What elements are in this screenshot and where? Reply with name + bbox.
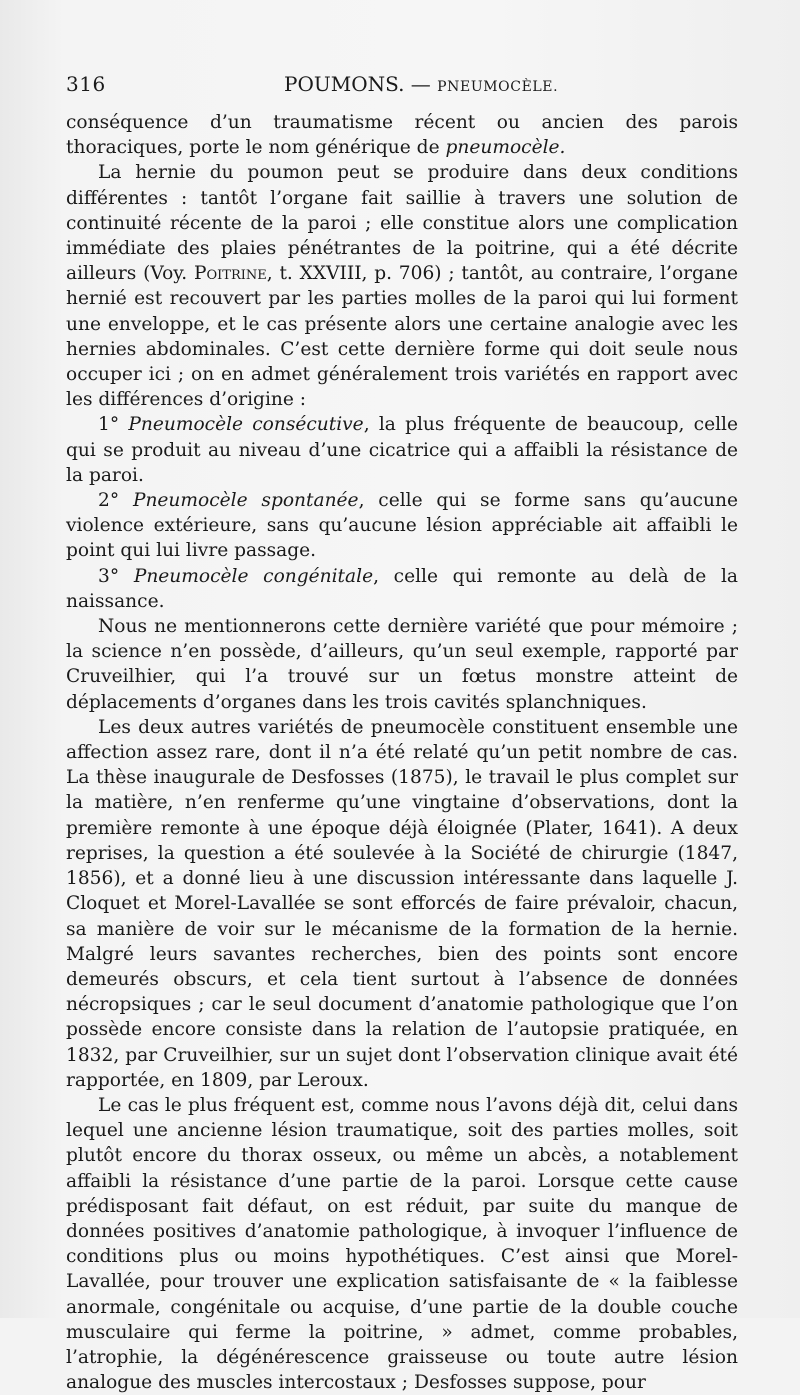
list-item-2: 2° Pneumocèle spontanée, celle qui se forme sans qu’aucune violence extérieure, sans qu’aucune lésion appréciable ait affaibli le point qui lui livre passage.	[66, 490, 738, 562]
cross-reference: Poitrine	[194, 263, 267, 285]
body-text	[66, 110, 738, 1395]
running-title-dash: —	[404, 72, 438, 96]
paragraph-5: Le cas le plus fréquent est, comme nous l’avons déjà dit, celui dans lequel une ancienne lésion traumatique, soit des parties molles, soit plutôt encore du thorax osseux, ou même un abcès, a notablement affaibli la résistance d’une partie de la paroi. Lorsque cette cause prédisposant fait défaut, on est réduit, par suite du manque de données positives d’anatomie pathologique, à invoquer l’influence de conditions plus ou moins hypothétiques. C’est ainsi que Morel-Lavallée, pour trouver une explication satisfaisante de « la faiblesse anormale, congénitale ou acquise, d’une partie de la double couche musculaire qui ferme la poitrine, » admet, comme probables, l’atrophie, la dégénérescence graisseuse ou toute autre lésion analogue des muscles intercostaux ; Desfosses suppose, pour	[66, 1094, 738, 1394]
paragraph-2: La hernie du poumon peut se produire dans deux conditions différentes : tantôt l’organe fait saillie à travers une solution de continuité récente de la paroi ; elle constitue alors une complication immédiate des plaies pénétrantes de la poitrine, qui a été décrite ailleurs (Voy. Poitrine, t. XXVIII, p. 706) ; tantôt, au contraire, l’organe hernié est recouvert par les parties molles de la paroi qui lui forment une enveloppe, et le cas présente alors une certaine analogie avec les hernies abdominales. C’est cette dernière forme qui doit seule nous occuper ici ; on en admet généralement trois variétés en rapport avec les différences d’origine :	[66, 162, 738, 411]
running-title-main: POUMONS.	[284, 72, 405, 96]
list-item-3: 3° Pneumocèle congénitale, celle qui remonte au delà de la naissance.	[66, 565, 738, 612]
paragraph-4: Les deux autres variétés de pneumocèle constituent ensemble une affection assez rare, dont il n’a été relaté qu’un petit nombre de cas. La thèse inaugurale de Desfosses (1875), le travail le plus complet sur la matière, n’en renferme qu’une vingtaine d’observations, dont la première remonte à une époque déjà éloignée (Plater, 1641). A deux reprises, la question a été soulevée à la Société de chirurgie (1847, 1856), et a donné lieu à une discussion intéressante dans laquelle J. Cloquet et Morel-Lavallée se sont efforcés de faire prévaloir, chacun, sa manière de voir sur le mécanisme de la formation de la hernie. Malgré leurs savantes recherches, bien des points sont encore demeurés obscurs, et cela tient surtout à l’absence de données nécropsiques ; car le seul document d’anatomie pathologique que l’on possède encore consiste dans la relation de l’autopsie pratiquée, en 1832, par Cruveilhier, sur un sujet dont l’observation clinique avait été rapportée, en 1809, par Leroux.	[66, 716, 738, 1091]
page-number: 316	[66, 72, 106, 96]
running-title-sub: PNEUMOCÈLE.	[437, 79, 559, 95]
paragraph-3: Nous ne mentionnerons cette dernière variété que pour mémoire ; la science n’en possède, d’ailleurs, qu’un seul exemple, rapporté par Cruveilhier, qui l’a trouvé sur un fœtus monstre atteint de déplacements d’organes dans les trois cavités splanchniques.	[66, 616, 738, 713]
list-item-1: 1° Pneumocèle consécutive, la plus fréquente de beaucoup, celle qui se produit au niveau d’une cicatrice qui a affaibli la résistance de la paroi.	[66, 414, 739, 486]
running-title	[284, 72, 558, 96]
running-header	[66, 72, 738, 102]
paragraph-1: conséquence d’un traumatisme récent ou ancien des parois thoraciques, porte le nom générique de pneumocèle.	[66, 112, 738, 159]
